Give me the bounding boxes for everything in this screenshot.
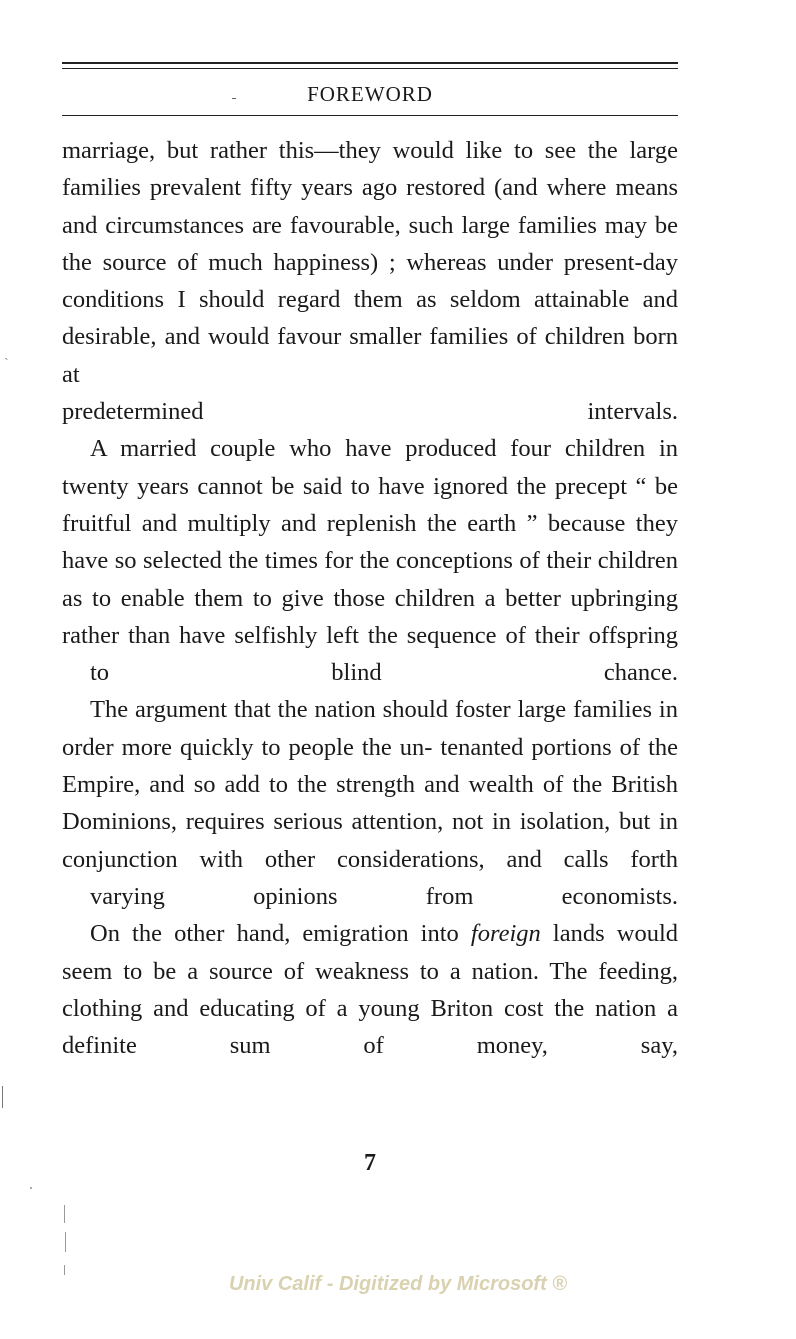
- text-line: the conceptions of their children as to enable them: [62, 547, 678, 612]
- text-line: would seem to be a source of weakness to a nation.: [62, 920, 679, 985]
- text-line: strength and wealth of the British Dominions,: [62, 771, 679, 836]
- scan-speck: ˎ: [4, 345, 9, 361]
- text-line: precept “ be fruitful and multiply and replenish the: [62, 472, 679, 537]
- paragraph-3: [62, 691, 678, 915]
- text-line: families in order more quickly to people the un-: [62, 696, 678, 761]
- header-rule-bottom: [62, 115, 678, 116]
- text-line-last: varying opinions from economists.: [90, 882, 678, 910]
- text-run: On the other hand, emigration into: [90, 920, 471, 948]
- page-number: 7: [364, 1150, 376, 1176]
- italic-word: foreign: [470, 920, 541, 948]
- text-run: lands: [540, 920, 605, 948]
- text-line: regard them as seldom attainable and desirable, and: [62, 286, 678, 351]
- text-line: to give those children a better upbringing rather: [62, 584, 678, 649]
- running-title: FOREWORD: [307, 82, 433, 106]
- text-line: large families prevalent fifty years ago restored (and: [62, 137, 679, 202]
- body-text: [62, 132, 678, 1064]
- scan-mark: [65, 1232, 66, 1252]
- text-line: whereas under present-day conditions I should: [62, 248, 678, 314]
- text-line: The argument that the nation should foster large: [90, 696, 567, 724]
- header-rule-top-thin: [62, 68, 678, 69]
- text-line: requires serious attention, not in isolation, but in: [185, 808, 679, 836]
- text-line-last: to blind chance.: [90, 659, 678, 687]
- text-line-last: predetermined intervals.: [62, 398, 678, 426]
- digitization-watermark: Univ Calif - Digitized by Microsoft ®: [228, 1273, 568, 1295]
- paragraph-1: [62, 132, 678, 430]
- scan-mark: [64, 1205, 65, 1223]
- text-line: would favour smaller families of children born at: [62, 323, 678, 388]
- text-line: marriage, but rather this—they would like to see the: [62, 137, 618, 164]
- text-line: large families may be the source of much happiness) ;: [62, 211, 679, 276]
- text-line: Briton cost the nation a definite sum of money, say,: [62, 994, 678, 1060]
- paragraph-2: [62, 430, 678, 691]
- text-line: tenanted portions of the Empire, and so add to the: [62, 733, 679, 799]
- scan-mark: [2, 1086, 3, 1108]
- text-line: A married couple who have produced four children: [90, 435, 646, 463]
- text-line: The feeding, clothing and educating of a young: [62, 957, 678, 1022]
- text-line: conjunction with other considerations, and calls forth: [62, 845, 678, 873]
- paragraph-4: [62, 915, 678, 1064]
- scan-speck: [232, 98, 236, 99]
- text-line: earth ” because they have so selected the times for: [62, 509, 678, 575]
- text-line: where means and circumstances are favourable, such: [62, 174, 678, 239]
- header-rule-top: [62, 62, 678, 64]
- text-line-first: [90, 920, 605, 947]
- text-line: in twenty years cannot be said to have ignored the: [62, 435, 679, 500]
- text-line: than have selfishly left the sequence of their offspring: [128, 621, 678, 649]
- scan-speck: [30, 1187, 32, 1189]
